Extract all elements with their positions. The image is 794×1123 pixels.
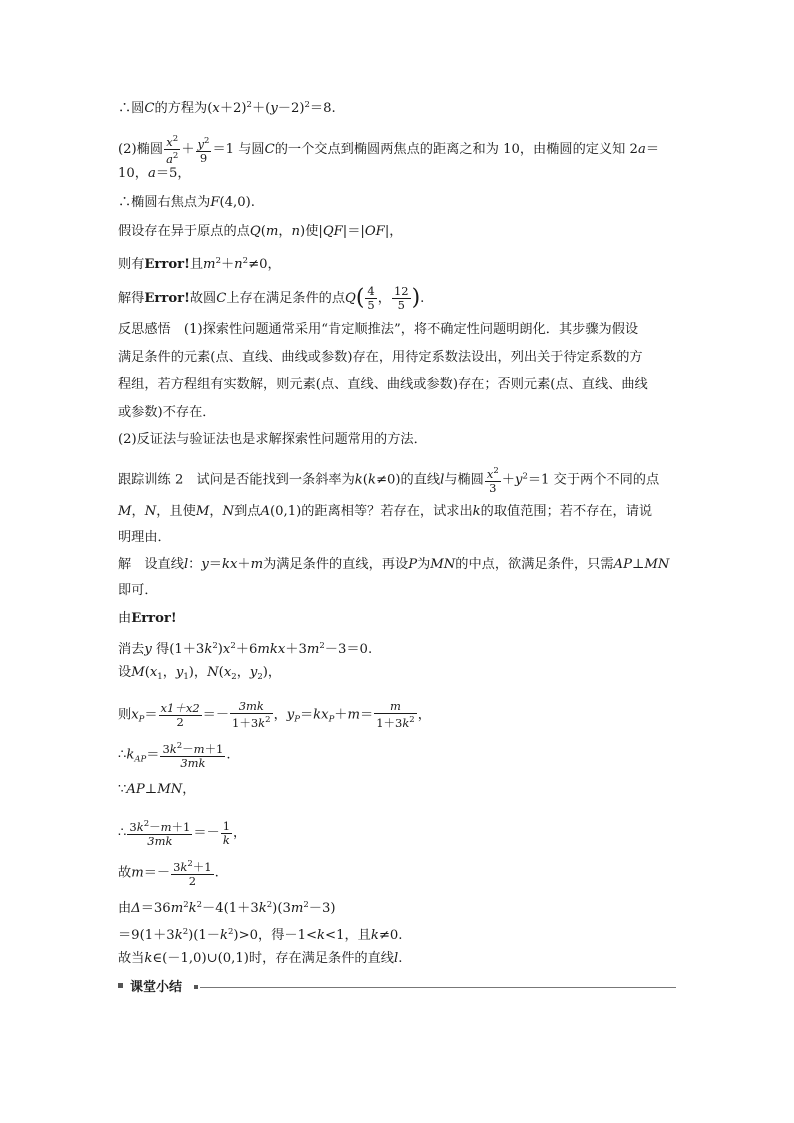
- fraction-kap: $\frac{3k^2-m+1}{3mk}$: [162, 741, 224, 770]
- fraction-12-5: $\frac{12}{5}$: [393, 284, 409, 312]
- reflection-line-1: 反思感悟 (1)探索性问题通常采用“肯定顺推法”，将不确定性问题明朗化．其步骤为假设: [118, 322, 639, 337]
- fraction-m-value: $\frac{3k^2+1}{2}$: [173, 859, 212, 888]
- slope-ap-line: $\therefore k_{AP}=$ $\frac{3k^2-m+1}{3mk}$ .: [118, 741, 231, 770]
- fraction-4-5: $\frac{4}{5}$: [367, 284, 375, 312]
- circle-equation-line: ∴圆C的方程为$(x+2)^2+(y-2)^2=8$.: [118, 100, 336, 116]
- fraction-3mk: $\frac{3mk}{1+3k^2}$: [232, 699, 271, 730]
- points-line: 设$M(x_1$，$y_1$)，$N(x_2$，$y_2$)，: [118, 665, 282, 682]
- fraction-y2-9: $\frac{y^2}{9}$: [197, 135, 210, 165]
- perpendicular-line: ∵AP⊥MN，: [118, 782, 196, 797]
- fraction-x2-3: $\frac{x^2}{3}$: [486, 466, 499, 495]
- assumption-line: 假设存在异于原点的点Q(m，n)使|QF|＝|OF|，: [118, 224, 403, 239]
- solution-line-3: 由Error!: [118, 611, 177, 626]
- focus-line: ∴椭圆右焦点为F(4,0).: [118, 195, 255, 210]
- solution-point-line: 解得Error!故圆C上存在满足条件的点Q( $\frac{4}{5}$ ， $\frac{12}{5}$ ).: [118, 284, 425, 312]
- exercise-line-2: M，N，且使M，N到点A(0,1)的距离相等？若存在，试求出k的取值范围；若不存在，请说: [118, 504, 653, 519]
- reflection-line-4: 或参数)不存在．: [118, 405, 216, 420]
- eliminate-y-line: 消去y 得$(1+3k^2)x^2+6mkx+3m^2-3=0$.: [118, 641, 373, 657]
- reflection-line-3: 程组，若方程组有实数解，则元素(点、直线、曲线或参数)存在；否则元素(点、直线、曲线: [118, 377, 648, 392]
- solution-line-1: 解 设直线l：y＝kx＋m为满足条件的直线，再设P为MN的中点，欲满足条件，只需AP⊥MN: [118, 557, 670, 572]
- system-line: 则有Error!且$m^2+n^2\ne 0$，: [118, 256, 281, 272]
- reflection-line-5: (2)反证法与验证法也是求解探索性问题常用的方法．: [118, 432, 427, 447]
- discriminant-line: 由$\Delta=36m^2k^2-4(1+3k^2)(3m^2-3)$: [118, 900, 336, 916]
- ellipse-definition-line: (2)椭圆 $\frac{x^2}{a^2}$ ＋ $\frac{y^2}{9}$ ＝1 与圆C的一个交点到椭圆两焦点的距离之和为 10，由椭圆的定义知 2a＝: [118, 134, 660, 166]
- fraction-x2-a2: $\frac{x^2}{a^2}$: [166, 134, 179, 166]
- section-dot-icon: [194, 985, 198, 989]
- conclusion-line: 故当k∈(－1,0)∪(0,1)时，存在满足条件的直线l.: [118, 951, 403, 966]
- reflection-line-2: 满足条件的元素(点、直线、曲线或参数)存在，用待定系数法设出，列出关于待定系数的方: [118, 350, 643, 365]
- fraction-x1-x2-over-2: $\frac{x1+x2}{2}$: [160, 700, 200, 729]
- section-square-icon: [118, 983, 123, 988]
- slope-product-line: ∴ $\frac{3k^2-m+1}{3mk}$ ＝－ $\frac{1}{k}$ ，: [118, 818, 247, 848]
- fraction-1-k: $\frac{1}{k}$: [222, 818, 231, 847]
- exercise-line-1: 跟踪训练 2 试问是否能找到一条斜率为k(k≠0)的直线l与椭圆 $\frac{x^2}{3}$ $+y^2=1$ 交于两个不同的点: [118, 466, 660, 495]
- section-title: 课堂小结: [130, 980, 183, 995]
- fraction-slope: $\frac{3k^2-m+1}{3mk}$: [129, 819, 191, 848]
- inequality-line: $=9(1+3k^2)(1-k^2)>0$，得－1<k<1，且k≠0.: [118, 927, 403, 943]
- solution-line-2: 即可．: [118, 583, 158, 598]
- exercise-line-3: 明理由．: [118, 530, 171, 545]
- section-header: [118, 978, 676, 998]
- semi-axis-line: 10，a＝5，: [118, 166, 191, 181]
- section-divider: [200, 987, 676, 988]
- fraction-m: $\frac{m}{1+3k^2}$: [376, 699, 415, 730]
- midpoint-line: 则$x_P=$ $\frac{x1+x2}{2}$ ＝－ $\frac{3mk}{1+3k^2}$ ，$y_P=kx_P+m=$ $\frac{m}{1+3k^2}$ ，: [118, 699, 431, 730]
- m-value-line: 故m＝－ $\frac{3k^2+1}{2}$ .: [118, 859, 219, 888]
